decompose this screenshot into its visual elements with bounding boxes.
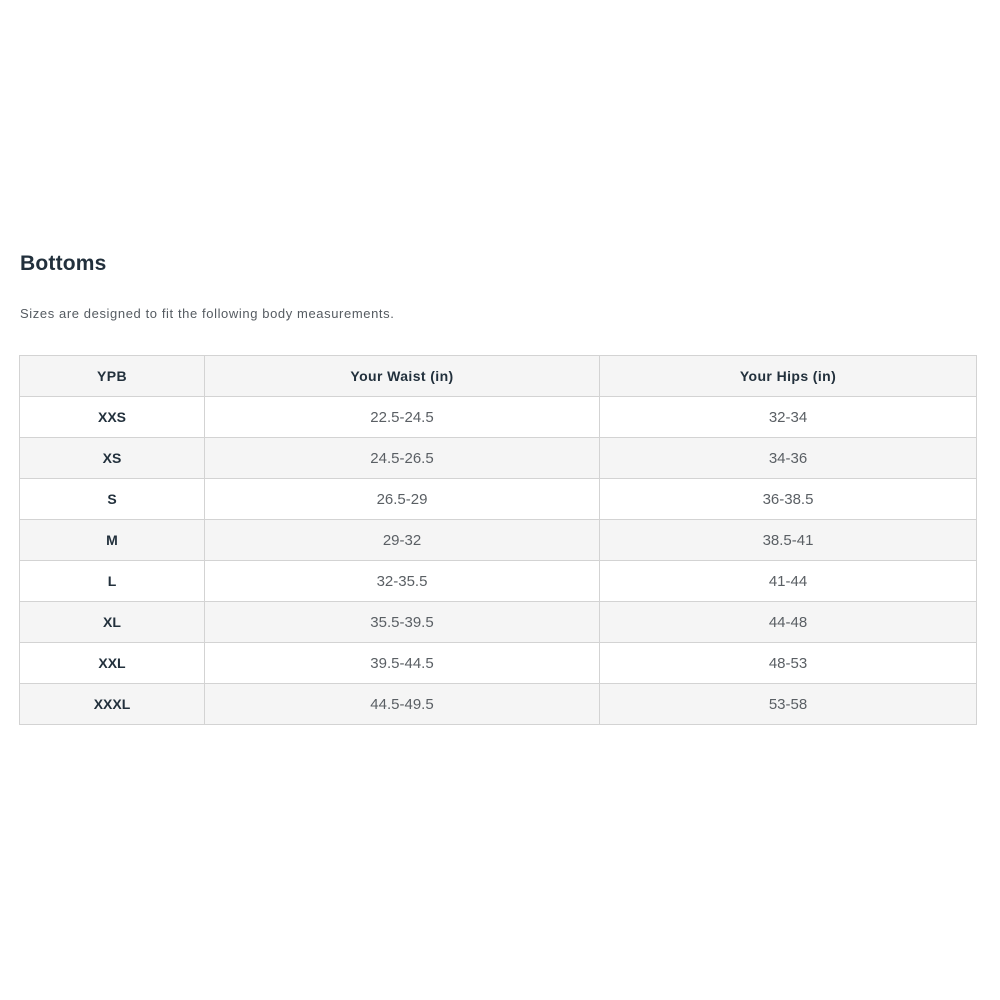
section-subtitle: Sizes are designed to fit the following body measurements. bbox=[20, 306, 395, 321]
table-row bbox=[20, 602, 977, 643]
size-cell: M bbox=[20, 520, 205, 561]
table-row bbox=[20, 520, 977, 561]
hips-cell: 53-58 bbox=[600, 684, 977, 725]
waist-cell: 26.5-29 bbox=[205, 479, 600, 520]
waist-cell: 35.5-39.5 bbox=[205, 602, 600, 643]
waist-cell: 44.5-49.5 bbox=[205, 684, 600, 725]
size-cell: XS bbox=[20, 438, 205, 479]
hips-cell: 41-44 bbox=[600, 561, 977, 602]
table-row bbox=[20, 438, 977, 479]
table-row bbox=[20, 643, 977, 684]
waist-cell: 22.5-24.5 bbox=[205, 397, 600, 438]
header-waist: Your Waist (in) bbox=[205, 356, 600, 397]
waist-cell: 39.5-44.5 bbox=[205, 643, 600, 684]
waist-cell: 32-35.5 bbox=[205, 561, 600, 602]
hips-cell: 44-48 bbox=[600, 602, 977, 643]
header-hips: Your Hips (in) bbox=[600, 356, 977, 397]
table-row bbox=[20, 561, 977, 602]
hips-cell: 38.5-41 bbox=[600, 520, 977, 561]
size-cell: L bbox=[20, 561, 205, 602]
waist-cell: 24.5-26.5 bbox=[205, 438, 600, 479]
section-title: Bottoms bbox=[20, 252, 107, 275]
hips-cell: 48-53 bbox=[600, 643, 977, 684]
waist-cell: 29-32 bbox=[205, 520, 600, 561]
size-cell: XL bbox=[20, 602, 205, 643]
size-cell: S bbox=[20, 479, 205, 520]
table-row bbox=[20, 397, 977, 438]
hips-cell: 36-38.5 bbox=[600, 479, 977, 520]
table-row bbox=[20, 479, 977, 520]
table-row bbox=[20, 684, 977, 725]
size-cell: XXXL bbox=[20, 684, 205, 725]
size-chart-table bbox=[19, 355, 977, 725]
size-cell: XXL bbox=[20, 643, 205, 684]
hips-cell: 32-34 bbox=[600, 397, 977, 438]
hips-cell: 34-36 bbox=[600, 438, 977, 479]
header-size: YPB bbox=[20, 356, 205, 397]
table-header-row bbox=[20, 356, 977, 397]
size-cell: XXS bbox=[20, 397, 205, 438]
